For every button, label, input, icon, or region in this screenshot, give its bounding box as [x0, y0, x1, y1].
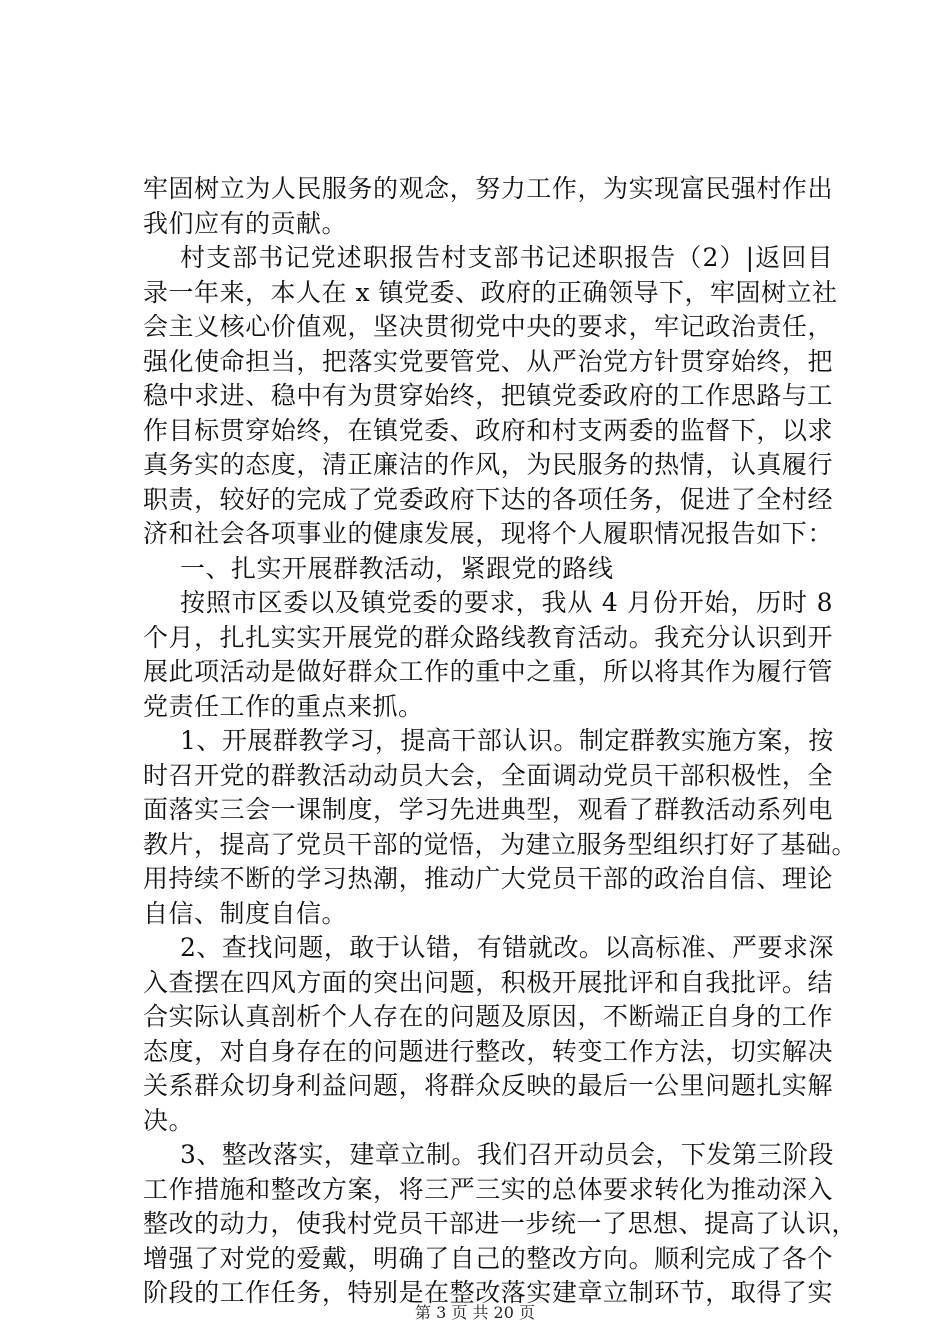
paragraph-2	[143, 241, 838, 552]
text-line: 入查摆在四风方面的突出问题，积极开展批评和自我批评。结	[143, 967, 833, 997]
text-line: 用持续不断的学习热潮，推动广大党员干部的政治自信、理论	[143, 864, 833, 893]
text-line: 增强了对党的爱戴，明确了自己的整改方向。顺利完成了各个	[143, 1243, 833, 1273]
text-line: 牢固树立为人民服务的观念，努力工作，为实现富民强村作出	[143, 174, 833, 203]
paragraph-3	[143, 586, 833, 724]
text-line: 作目标贯穿始终，在镇党委、政府和村支两委的监督下，以求	[143, 415, 833, 445]
text-line: 稳中求进、稳中有为贯穿始终，把镇党委政府的工作思路与工	[143, 381, 833, 410]
text-line: 个月，扎扎实实开展党的群众路线教育活动。我充分认识到开	[143, 622, 833, 652]
text-line: 整改的动力，使我村党员干部进一步统一了思想、提高了认识，	[143, 1209, 858, 1238]
page-footer	[0, 1303, 950, 1323]
text-line: 真务实的态度，清正廉洁的作风，为民服务的热情，认真履行	[143, 450, 833, 479]
text-line: 2、查找问题，敢于认错，有错就改。以高标准、严要求深	[180, 933, 834, 962]
text-line: 强化使命担当，把落实党要管党、从严治党方针贯穿始终，把	[143, 346, 833, 376]
text-line: 按照市区委以及镇党委的要求，我从 4 月份开始，历时 8	[180, 588, 833, 617]
paragraph-5	[143, 931, 833, 1138]
page-number: 第 3 页 共 20 页	[415, 1303, 535, 1322]
text-line: 阶段的工作任务，特别是在整改落实建章立制环节，取得了实	[143, 1278, 833, 1307]
text-line: 合实际认真剖析个人存在的问题及原因，不断端正自身的工作	[143, 1002, 833, 1031]
section-heading	[143, 552, 833, 587]
text-line: 态度，对自身存在的问题进行整改，转变工作方法，切实解决	[143, 1036, 833, 1066]
text-line: 3、整改落实，建章立制。我们召开动员会，下发第三阶段	[180, 1140, 834, 1169]
text-line: 展此项活动是做好群众工作的重中之重，所以将其作为履行管	[143, 657, 833, 686]
paragraph-6	[143, 1138, 858, 1311]
text-line: 时召开党的群教活动动员大会，全面调动党员干部积极性，全	[143, 760, 833, 790]
text-line: 我们应有的贡献。	[143, 208, 348, 238]
text-line: 1、开展群教学习，提高干部认识。制定群教实施方案，按	[180, 726, 834, 755]
text-line: 职责，较好的完成了党委政府下达的各项任务，促进了全村经	[143, 484, 833, 514]
text-line: 自信、制度自信。	[143, 898, 348, 928]
text-line: 录一年来，本人在 x 镇党委、政府的正确领导下，牢固树立社	[143, 277, 838, 307]
text-line: 党责任工作的重点来抓。	[143, 691, 424, 721]
text-line: 决。	[143, 1105, 195, 1135]
text-line: 村支部书记党述职报告村支部书记述职报告（2）|返回目	[180, 243, 833, 272]
text-line: 教片，提高了党员干部的觉悟，为建立服务型组织打好了基础。	[143, 829, 858, 859]
text-line: 面落实三会一课制度，学习先进典型，观看了群教活动系列电	[143, 795, 833, 824]
paragraph-1	[143, 172, 833, 241]
heading-line: 一、扎实开展群教活动，紧跟党的路线	[180, 553, 614, 583]
text-line: 济和社会各项事业的健康发展，现将个人履职情况报告如下：	[143, 519, 833, 548]
document-body	[143, 172, 858, 1311]
text-line: 关系群众切身利益问题，将群众反映的最后一公里问题扎实解	[143, 1071, 833, 1100]
text-line: 工作措施和整改方案，将三严三实的总体要求转化为推动深入	[143, 1174, 833, 1204]
paragraph-4	[143, 724, 858, 931]
text-line: 会主义核心价值观，坚决贯彻党中央的要求，牢记政治责任，	[143, 312, 833, 341]
